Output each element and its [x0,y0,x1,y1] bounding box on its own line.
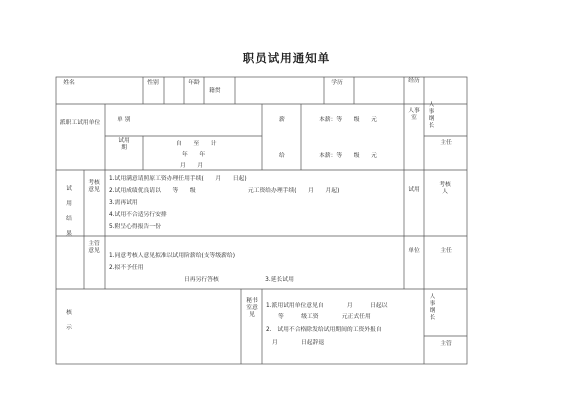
dept-label: 派职工试用单位 [59,120,101,126]
eval-option-2: 2.试用成绩优良请以 等 级 元工资给办理手续( 月 月起) [109,188,340,194]
supervisor-label-eval: 主任 [440,248,452,254]
assessor-person-label: 考核人 [439,182,451,196]
assessor-opinion-label: 考核意见 [88,180,100,194]
manager-option-1: 1.同意考核人意见拟准以试用阶薪给(支等级薪给) [109,253,235,259]
hr-side-label: 人事室 [408,108,420,122]
name-label: 姓名 [63,80,75,86]
education-label: 学历 [331,80,343,86]
eval-option-5: 5.附呈心得报告一份 [109,224,161,230]
approval-option-2: 等 级工资 元正式任用 [278,314,371,320]
salary-label: 薪 [279,117,285,123]
from-to-label: 自 至 计 [176,141,217,147]
manager-option-2: 2.拟不予任用 [109,265,144,271]
hr-section-label: 人事纲长 [428,102,435,129]
approval-label: 核示 [66,310,72,332]
unit-label: 单位 [408,248,420,254]
category-label: 单 别 [117,117,131,123]
approval-option-1: 1.派用试用单位意见自 月 日起以 [266,303,388,309]
manager-option-3: 日再另行答核 3.延长试用 [184,277,294,283]
origin-label: 籍贯 [209,88,221,94]
manager-opinion-label: 主管意见 [88,241,100,255]
eval-option-4: 4.试用不合适另行安排 [109,212,167,218]
experience-label: 经历 [408,78,420,84]
approval-option-3: 2. 试用不合格除发给试用期间的工资外报自 [266,327,382,333]
salary-label-2: 给 [279,153,285,159]
eval-option-1: 1.试用满意请照原工资办理任用手续( 月 日起) [109,176,247,182]
supervisor-label-r2: 主任 [440,140,452,146]
trial-col-label: 试用 [408,187,420,193]
trial-period-label: 试用期 [118,138,130,152]
year-label: 年 年 [182,152,206,158]
secretary-opinion-label: 秘书室意见 [246,298,258,319]
eval-option-3: 3.需再试用 [109,200,138,206]
trial-result-label: 试用结果 [66,186,72,238]
month-label: 月 月 [180,163,204,169]
base-salary-2: 本薪：等 级 元 [319,153,377,159]
page-title: 职员试用通知单 [242,51,331,65]
approval-option-4: 月 日起辞退 [272,340,325,346]
age-label: 年龄 [188,80,200,86]
gender-label: 性别 [147,80,159,86]
hr-section-label-approval: 人事纲长 [429,294,436,321]
supervisor-label-approval: 主管 [440,341,452,347]
base-salary-1: 本薪：等 级 元 [319,117,377,123]
